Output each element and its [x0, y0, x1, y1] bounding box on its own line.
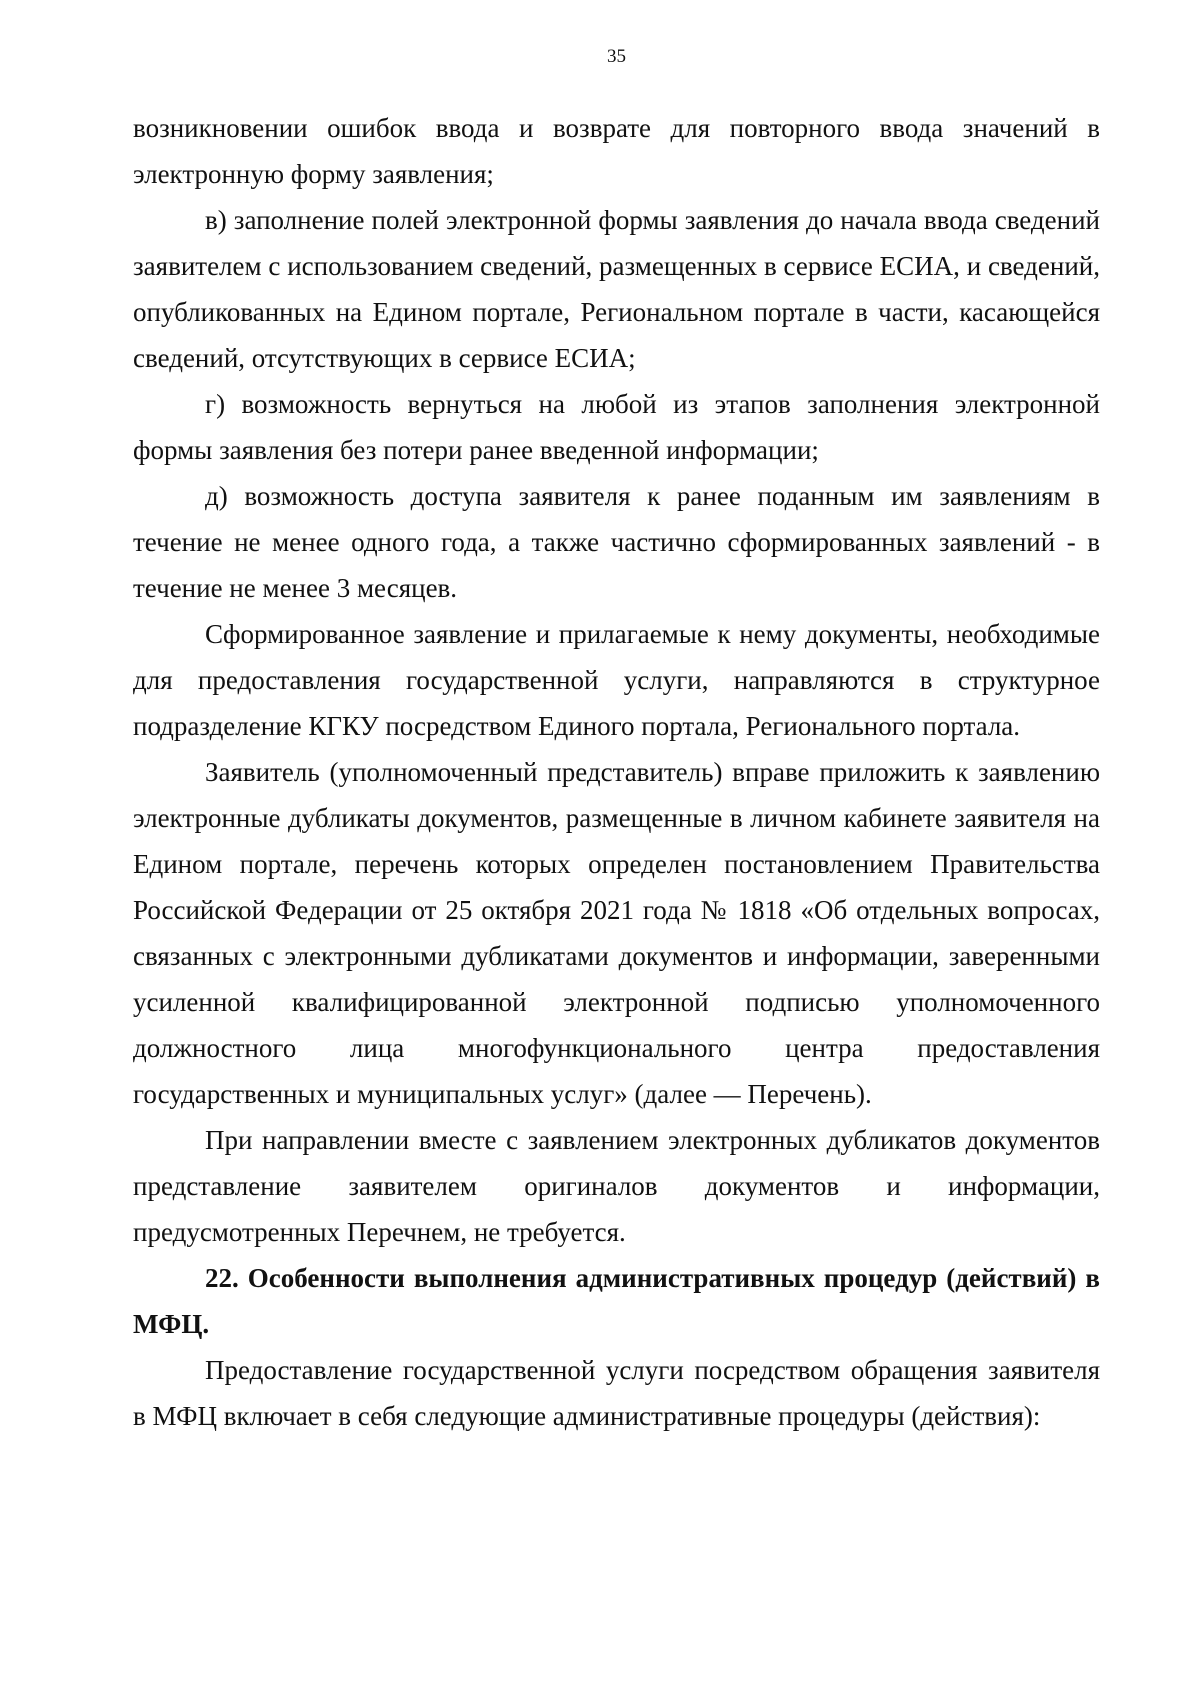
paragraph-mfc-procedures: Предоставление государственной услуги посредством обращения заявителя в МФЦ включает в себя следующие административные процедуры (действия):: [133, 1355, 1100, 1431]
paragraph-continuation: возникновении ошибок ввода и возврате для повторного ввода значений в электронную форму заявления;: [133, 113, 1100, 189]
paragraph-originals-not-required: При направлении вместе с заявлением электронных дубликатов документов представление заявителем оригиналов документов и информации, предусмотренных Перечнем, не требуется.: [133, 1125, 1100, 1247]
paragraph-electronic-duplicates: Заявитель (уполномоченный представитель) вправе приложить к заявлению электронные дубликаты документов, размещенные в личном кабинете заявителя на Едином портале, перечень которых определен постановлением Правительства Российской Федерации от 25 октября 2021 года № 1818 «Об отдельных вопросах, связанных с электронными дубликатами документов и информации, заверенными усиленной квалифицированной электронной подписью уполномоченного должностного лица многофункционального центра предоставления государственных и муниципальных услуг» (далее — Перечень).: [133, 757, 1100, 1109]
paragraph-item-d: д) возможность доступа заявителя к ранее поданным им заявлениям в течение не менее одного года, а также частично сформированных заявлений - в течение не менее 3 месяцев.: [133, 481, 1100, 603]
page-number: 35: [607, 46, 626, 67]
paragraph-submitted-application: Сформированное заявление и прилагаемые к нему документы, необходимые для предоставления государственной услуги, направляются в структурное подразделение КГКУ посредством Единого портала, Регионального портала.: [133, 619, 1100, 741]
section-heading-22: 22. Особенности выполнения административных процедур (действий) в МФЦ.: [133, 1263, 1100, 1339]
document-body: [133, 105, 1100, 1439]
paragraph-item-v: в) заполнение полей электронной формы заявления до начала ввода сведений заявителем с использованием сведений, размещенных в сервисе ЕСИА, и сведений, опубликованных на Едином портале, Региональном портале в части, касающейся сведений, отсутствующих в сервисе ЕСИА;: [133, 205, 1100, 373]
paragraph-item-g: г) возможность вернуться на любой из этапов заполнения электронной формы заявления без потери ранее введенной информации;: [133, 389, 1100, 465]
